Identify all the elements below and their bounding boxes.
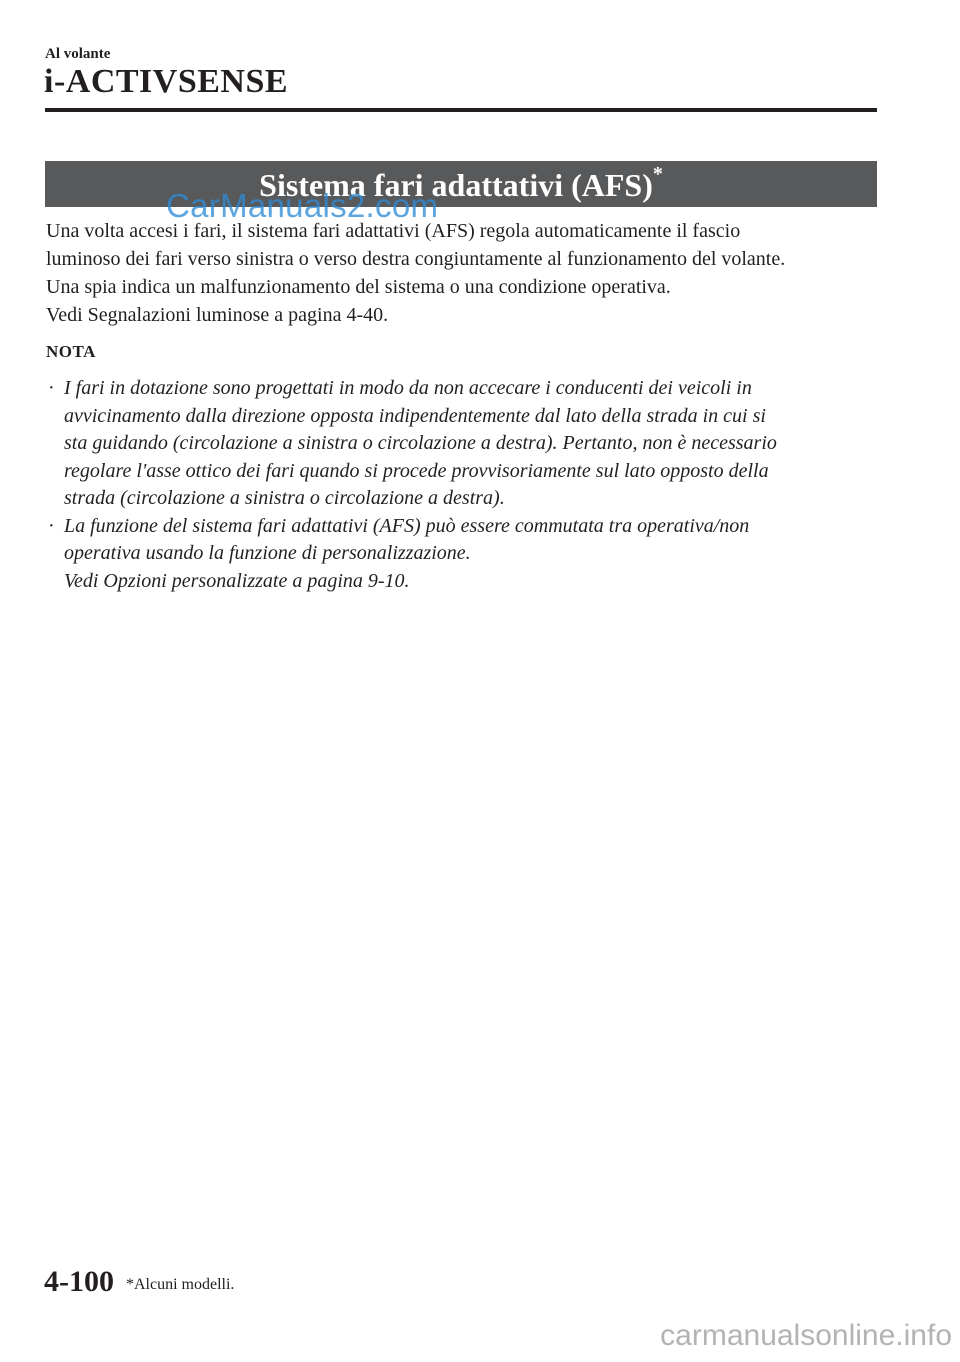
section-label: Al volante (45, 46, 111, 62)
header-divider (45, 108, 877, 112)
note-line: sta guidando (circolazione a sinistra o circolazione a destra). Pertanto, non è necessario (64, 432, 777, 454)
note-item (46, 513, 871, 596)
note-line: La funzione del sistema fari adattativi (AFS) può essere commutata tra operativa/non (64, 514, 750, 537)
intro-line-reference: Vedi Segnalazioni luminose a pagina 4-40. (46, 304, 389, 326)
note-item (46, 375, 871, 513)
note-line: I fari in dotazione sono progettati in modo da non accecare i conducenti dei veicoli in (64, 377, 752, 399)
note-line: avvicinamento dalla direzione opposta indipendentemente dal lato della strada in cui si (64, 404, 766, 427)
intro-paragraph (46, 217, 881, 329)
site-watermark: carmanualsonline.info (660, 1319, 952, 1352)
footnote-text: *Alcuni modelli. (126, 1276, 235, 1293)
intro-line: Una volta accesi i fari, il sistema fari adattativi (AFS) regola automaticamente il fascio (46, 220, 741, 242)
note-list (46, 375, 871, 595)
note-heading: NOTA (46, 342, 96, 361)
watermark-logo: CarManuals2.com (166, 187, 439, 224)
chapter-title: i-ACTIVSENSE (44, 63, 289, 100)
intro-line: Una spia indica un malfunzionamento del sistema o una condizione operativa. (46, 276, 671, 298)
note-line-reference: Vedi Opzioni personalizzate a pagina 9-10. (64, 569, 410, 592)
note-line: strada (circolazione a sinistra o circolazione a destra). (64, 487, 505, 509)
footnote-marker: * (652, 163, 663, 186)
topic-title: Sistema fari adattativi (AFS) (259, 167, 653, 203)
note-line: regolare l'asse ottico dei fari quando si procede provvisoriamente sul lato opposto della (64, 459, 769, 482)
note-line: operativa usando la funzione di personalizzazione. (64, 542, 471, 564)
bullet-dot: · (48, 514, 55, 537)
bullet-dot: · (48, 377, 55, 399)
page-number: 4-100 (44, 1265, 114, 1298)
intro-line: luminoso dei fari verso sinistra o verso destra congiuntamente al funzionamento del volante. (46, 248, 786, 270)
